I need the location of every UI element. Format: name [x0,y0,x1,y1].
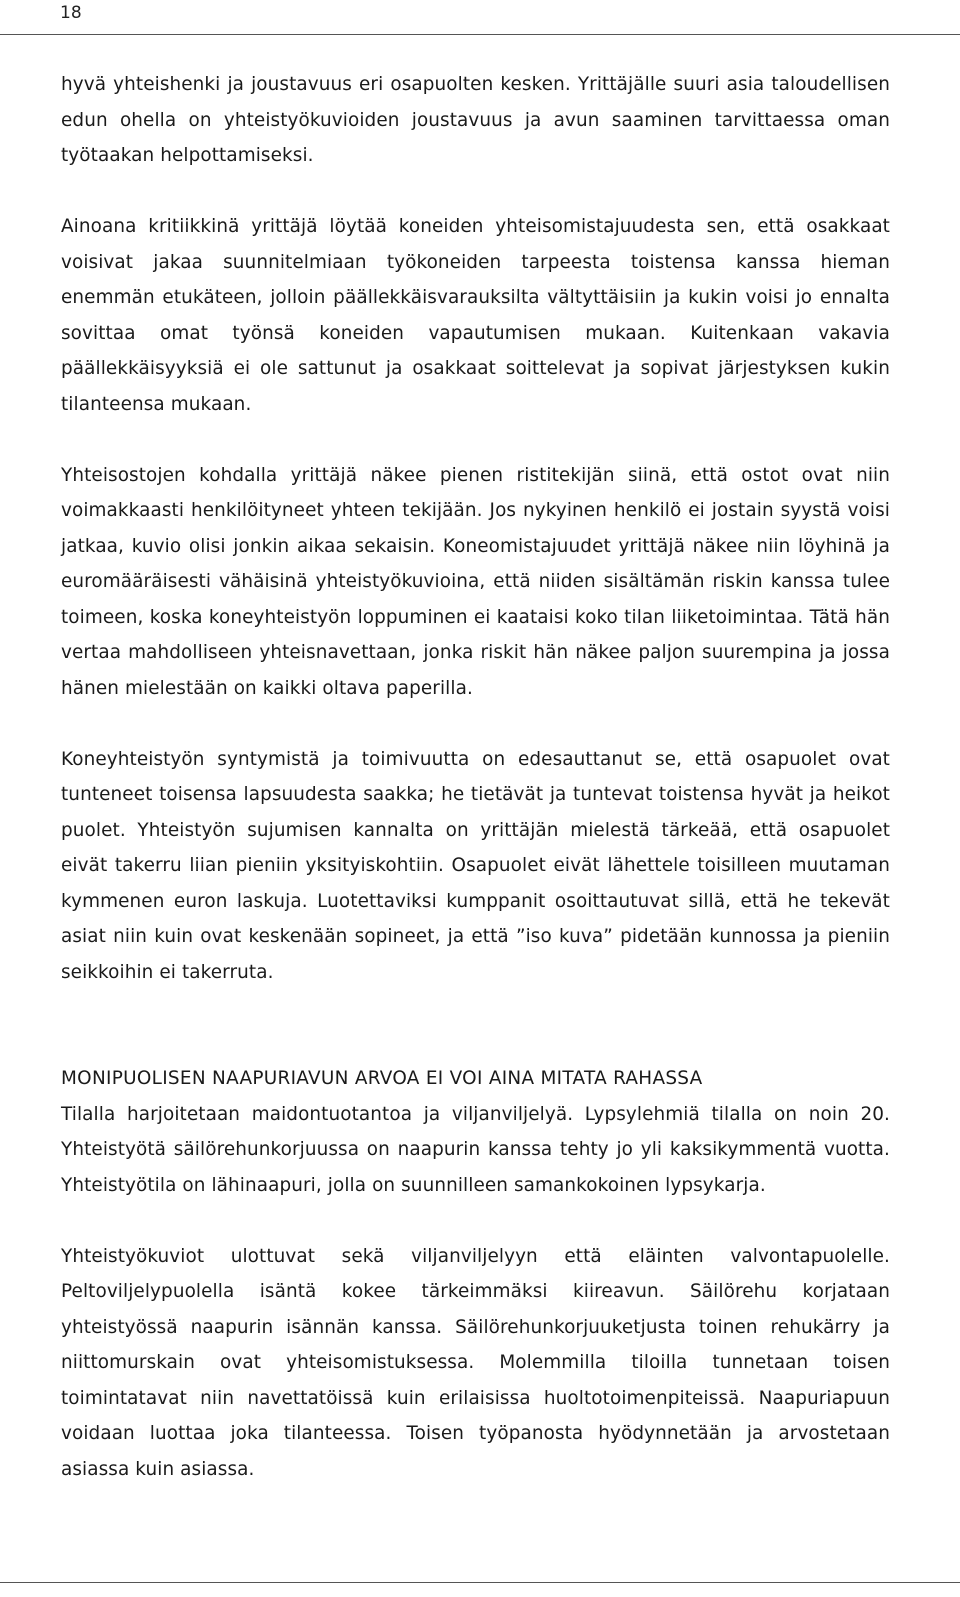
page-number: 18 [60,3,82,23]
section-paragraph: Yhteistyökuviot ulottuvat sekä viljanviljelyyn että eläinten valvontapuolelle. Peltoviljelypuolella isäntä kokee tärkeimmäksi kiireavun. Säilörehu korjataan yhteistyössä naapurin isännän kanssa. Säilörehunkorjuuketjusta toinen rehukärry ja niittomurskain ovat yhteisomistuksessa. Molemmilla tiloilla tunnetaan toisen toimintatavat niin navettatöissä kuin erilaisissa huoltotoimenpiteissä. Naapuriapuun voidaan luottaa joka tilanteessa. Toisen työpanosta hyödynnetään ja arvostetaan asiassa kuin asiassa. [61,1245,890,1480]
footer-divider [0,1582,960,1583]
body-paragraph: Ainoana kritiikkinä yrittäjä löytää koneiden yhteisomistajuudesta sen, että osakkaat voisivat jakaa suunnitelmiaan työkoneiden tarpeesta toistensa kanssa hieman enemmän etukäteen, jolloin päällekkäisvarauksilta vältyttäisiin ja kukin voisi jo ennalta sovittaa omat työnsä koneiden vapautumisen mukaan. Kuitenkaan vakavia päällekkäisyyksiä ei ole sattunut ja osakkaat soittelevat ja sopivat järjestyksen kukin tilanteensa mukaan. [61,216,890,415]
body-paragraph: hyvä yhteishenki ja joustavuus eri osapuolten kesken. Yrittäjälle suuri asia taloudellisen edun ohella on yhteistyökuvioiden joustavuus ja avun saaminen tarvittaessa oman työtaakan helpottamiseksi. [61,74,890,166]
header-divider [0,34,960,35]
section-paragraph: Tilalla harjoitetaan maidontuotantoa ja viljanviljelyä. Lypsylehmiä tilalla on noin 20. Yhteistyötä säilörehunkorjuussa on naapurin kanssa tehty jo yli kaksikymmentä vuotta. Yhteistyötila on lähinaapuri, jolla on suunnilleen samankokoinen lypsykarja. [61,1103,890,1196]
section-heading: MONIPUOLISEN NAAPURIAVUN ARVOA EI VOI AINA MITATA RAHASSA [61,1068,703,1089]
document-body [61,67,890,1523]
body-paragraph: Koneyhteistyön syntymistä ja toimivuutta on edesauttanut se, että osapuolet ovat tunteneet toisensa lapsuudesta saakka; he tietävät ja tuntevat toistensa hyvät ja heikot puolet. Yhteistyön sujumisen kannalta on yrittäjän mielestä tärkeää, että osapuolet eivät takerru liian pieniin yksityiskohtiin. Osapuolet eivät lähettele toisilleen muutaman kymmenen euron laskuja. Luotettaviksi kumppanit osoittautuvat sillä, että he tekevät asiat niin kuin ovat keskenään sopineet, ja että ”iso kuva” pidetään kunnossa ja pieniin seikkoihin ei takerruta. [61,748,890,983]
body-paragraph: Yhteisostojen kohdalla yrittäjä näkee pienen ristitekijän siinä, että ostot ovat niin voimakkaasti henkilöityneet yhteen tekijään. Jos nykyinen henkilö ei jostain syystä voisi jatkaa, kuvio olisi jonkin aikaa sekaisin. Koneomistajuudet yrittäjä näkee niin löyhinä ja euromääräisesti vähäisinä yhteistyökuvioina, että niiden sisältämän riskin kanssa tulee toimeen, koska koneyhteistyön loppuminen ei kaataisi koko tilan liiketoimintaa. Tätä hän vertaa mahdolliseen yhteisnavettaan, jonka riskit hän näkee paljon suurempina ja jossa hänen mielestään on kaikki oltava paperilla. [61,464,890,699]
